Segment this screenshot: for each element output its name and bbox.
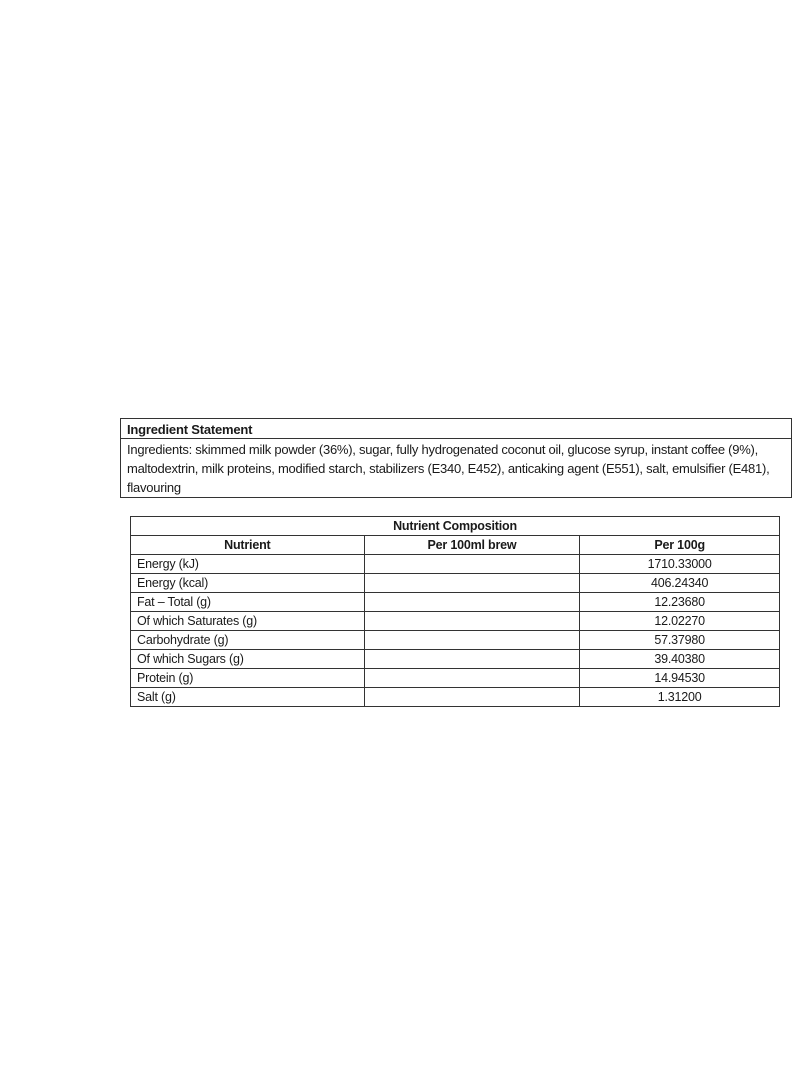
- table-row: [131, 574, 780, 593]
- table-row: [131, 669, 780, 688]
- per-100ml-brew-value: [364, 612, 580, 631]
- per-100g-value: 57.37980: [580, 631, 780, 650]
- per-100ml-brew-value: [364, 593, 580, 612]
- ingredient-statement-box: [120, 418, 792, 498]
- table-row: [131, 650, 780, 669]
- header-per-100ml-brew: Per 100ml brew: [364, 536, 580, 555]
- ingredient-statement-title: Ingredient Statement: [121, 419, 791, 439]
- table-header-row: [131, 536, 780, 555]
- table-row: [131, 555, 780, 574]
- table-row: [131, 612, 780, 631]
- table-caption-row: [131, 517, 780, 536]
- header-nutrient: Nutrient: [131, 536, 365, 555]
- nutrient-name: Of which Saturates (g): [131, 612, 365, 631]
- per-100g-value: 12.02270: [580, 612, 780, 631]
- nutrient-name: Fat – Total (g): [131, 593, 365, 612]
- nutrient-composition-title: Nutrient Composition: [131, 517, 780, 536]
- per-100g-value: 1.31200: [580, 688, 780, 707]
- per-100ml-brew-value: [364, 574, 580, 593]
- per-100ml-brew-value: [364, 555, 580, 574]
- nutrient-name: Energy (kJ): [131, 555, 365, 574]
- header-per-100g: Per 100g: [580, 536, 780, 555]
- nutrient-rows: [131, 555, 780, 707]
- per-100g-value: 406.24340: [580, 574, 780, 593]
- nutrient-name: Protein (g): [131, 669, 365, 688]
- nutrient-name: Energy (kcal): [131, 574, 365, 593]
- table-row: [131, 631, 780, 650]
- table-row: [131, 593, 780, 612]
- per-100ml-brew-value: [364, 669, 580, 688]
- per-100g-value: 12.23680: [580, 593, 780, 612]
- per-100g-value: 39.40380: [580, 650, 780, 669]
- per-100g-value: 1710.33000: [580, 555, 780, 574]
- ingredient-statement-text: Ingredients: skimmed milk powder (36%), sugar, fully hydrogenated coconut oil, glucose syrup, instant coffee (9%), maltodextrin, milk proteins, modified starch, stabilizers (E340, E452), anticaking agent (E551), salt, emulsifier (E481), flavouring: [127, 442, 770, 495]
- per-100g-value: 14.94530: [580, 669, 780, 688]
- nutrient-name: Of which Sugars (g): [131, 650, 365, 669]
- nutrient-name: Carbohydrate (g): [131, 631, 365, 650]
- per-100ml-brew-value: [364, 650, 580, 669]
- nutrient-name: Salt (g): [131, 688, 365, 707]
- table-row: [131, 688, 780, 707]
- per-100ml-brew-value: [364, 688, 580, 707]
- nutrient-composition-table: [130, 516, 780, 707]
- per-100ml-brew-value: [364, 631, 580, 650]
